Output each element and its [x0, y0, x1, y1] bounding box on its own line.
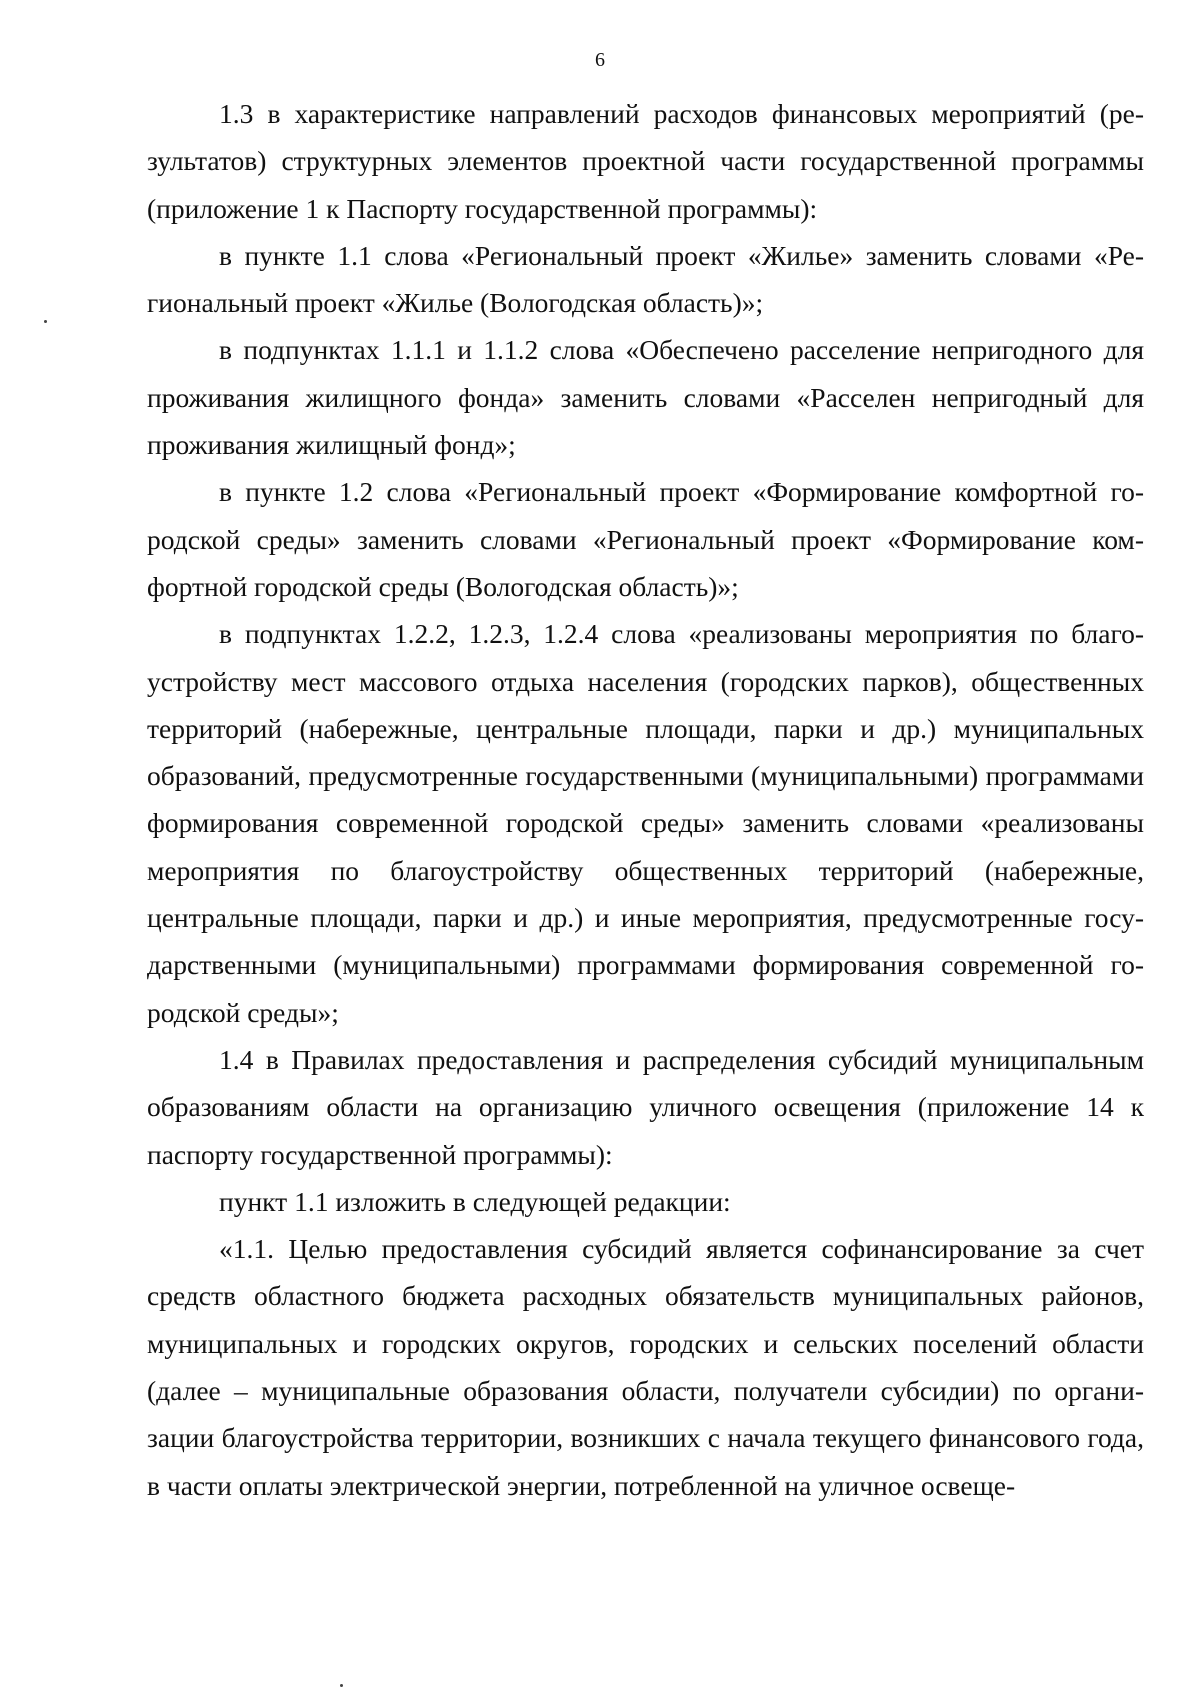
paragraph-item-1-1-restate: пункт 1.1 изложить в следующей редакции: [219, 1185, 731, 1217]
page-number: 6 [595, 49, 605, 71]
paragraph-subitems-1-2-2-1-2-4: в подпунктах 1.2.2, 1.2.3, 1.2.4 слова «реализованы мероприятия по благоустройству мест массового отдыха населения (городских парков), общественных территорий (набережные, центральные площади, парки и др.) муниципальных образований, предусмотренные государственными (муниципальными) программами формирования современной городской среды» заменить словами «реализованы мероприятия по благоустройству общественных территорий (набережные, центральные площади, парки и др.) и иные мероприятия, предусмотренные государственными (муниципальными) программами формирования современной городской среды»; [147, 618, 1144, 1028]
document-body [147, 90, 1144, 1509]
paragraph-item-1-1: в пункте 1.1 слова «Региональный проект «Жилье» заменить словами «Региональный проект «Жилье (Вологодская область)»; [147, 239, 1144, 319]
paragraph-new-item-1-1-text: «1.1. Целью предоставления субсидий является софинансирование за счет средств областного бюджета расходных обязательств муниципальных районов, муниципальных и городских округов, городских и сельских поселений области (далее – муниципальные образования области, получатели субсидии) по организации благоустройства территории, возникших с начала текущего финансового года, в части оплаты электрической энергии, потребленной на уличное освеще- [147, 1233, 1144, 1501]
scan-dot-mark [340, 1684, 343, 1687]
paragraph-1-3-characteristics: 1.3 в характеристике направлений расходов финансовых мероприятий (результатов) структурных элементов проектной части государственной программы (приложение 1 к Паспорту государственной программы): [147, 98, 1144, 224]
paragraph-subitems-1-1-1-1-1-2: в подпунктах 1.1.1 и 1.1.2 слова «Обеспечено расселение непригодного для проживания жилищного фонда» заменить словами «Расселен непригодный для проживания жилищный фонд»; [147, 334, 1144, 461]
scan-dot-mark [44, 320, 47, 323]
paragraph-item-1-2: в пункте 1.2 слова «Региональный проект «Формирование комфортной городской среды» заменить словами «Региональный проект «Формирование комфортной городской среды (Вологодская область)»; [147, 476, 1144, 602]
paragraph-1-4-subsidy-rules: 1.4 в Правилах предоставления и распределения субсидий муниципальным образованиям области на организацию уличного освещения (приложение 14 к паспорту государственной программы): [147, 1043, 1144, 1170]
